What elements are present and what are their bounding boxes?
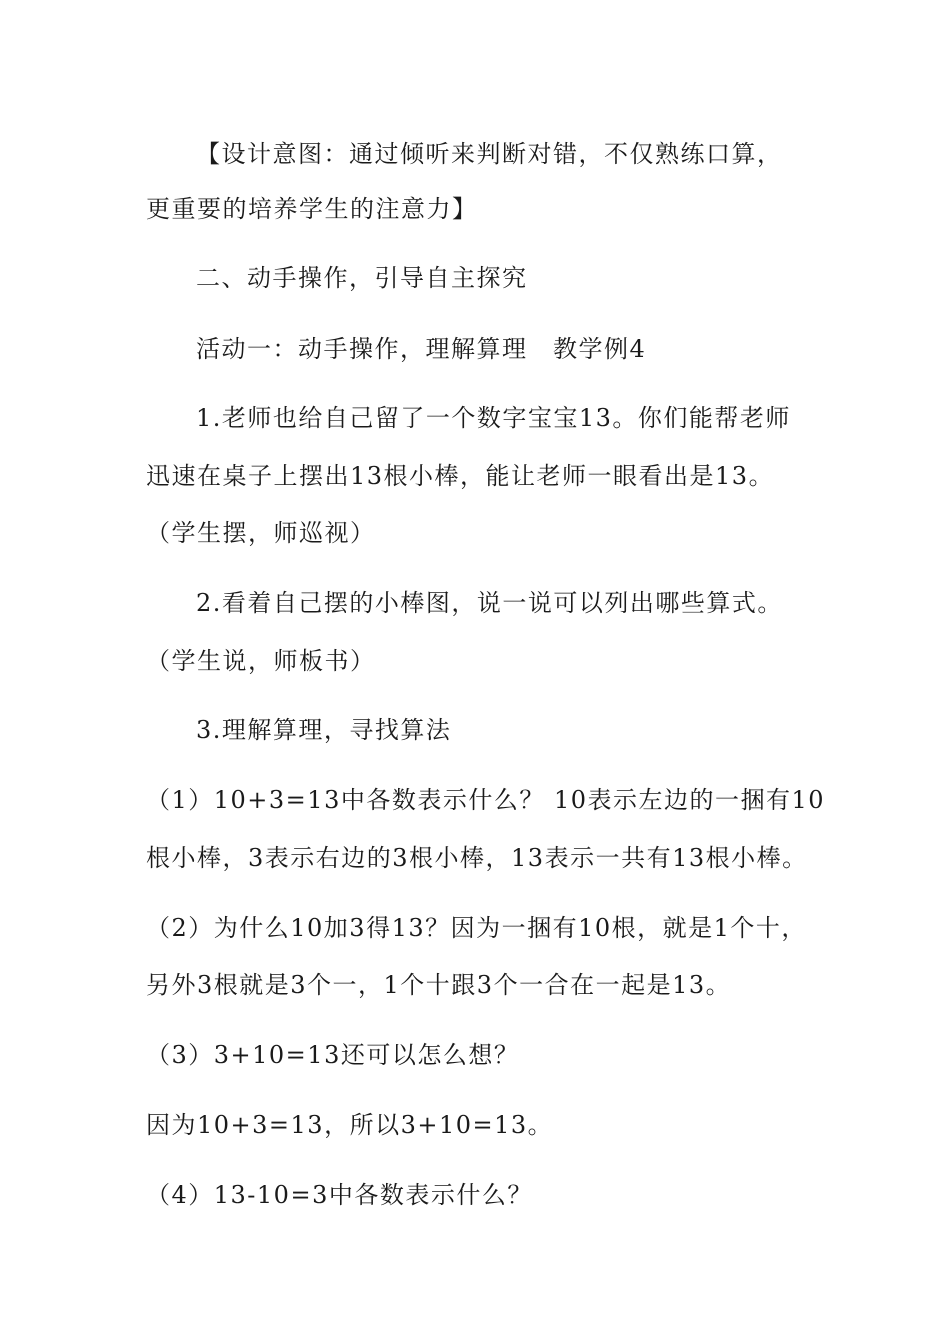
question-2-line-1: （2）为什么10加3得13？因为一捆有10根，就是1个十， xyxy=(146,914,807,942)
question-1-line-1: （1）10+3=13中各数表示什么？ 10表示左边的一捆有10 xyxy=(146,786,826,814)
question-3-answer: 因为10+3=13，所以3+10=13。 xyxy=(146,1111,554,1139)
section-heading: 二、动手操作，引导自主探究 xyxy=(196,264,528,292)
design-intent-line-1: 【设计意图：通过倾听来判断对错，不仅熟练口算， xyxy=(196,140,783,168)
step-2-note: （学生说，师板书） xyxy=(146,647,376,675)
step-1-note: （学生摆，师巡视） xyxy=(146,519,376,547)
step-3-heading: 3.理解算理，寻找算法 xyxy=(196,716,452,744)
step-1-line-1: 1.老师也给自己留了一个数字宝宝13。你们能帮老师 xyxy=(196,404,791,432)
question-1-line-2: 根小棒，3表示右边的3根小棒，13表示一共有13根小棒。 xyxy=(146,844,808,872)
design-intent-line-2: 更重要的培养学生的注意力】 xyxy=(146,195,478,223)
question-2-line-2: 另外3根就是3个一，1个十跟3个一合在一起是13。 xyxy=(146,971,732,999)
step-2-line-1: 2.看着自己摆的小棒图，说一说可以列出哪些算式。 xyxy=(196,589,783,617)
question-3-line: （3）3+10=13还可以怎么想？ xyxy=(146,1041,520,1069)
step-1-line-2: 迅速在桌子上摆出13根小棒，能让老师一眼看出是13。 xyxy=(146,462,775,490)
activity-heading: 活动一：动手操作，理解算理 教学例4 xyxy=(196,335,647,363)
question-4-line: （4）13-10=3中各数表示什么？ xyxy=(146,1181,533,1209)
